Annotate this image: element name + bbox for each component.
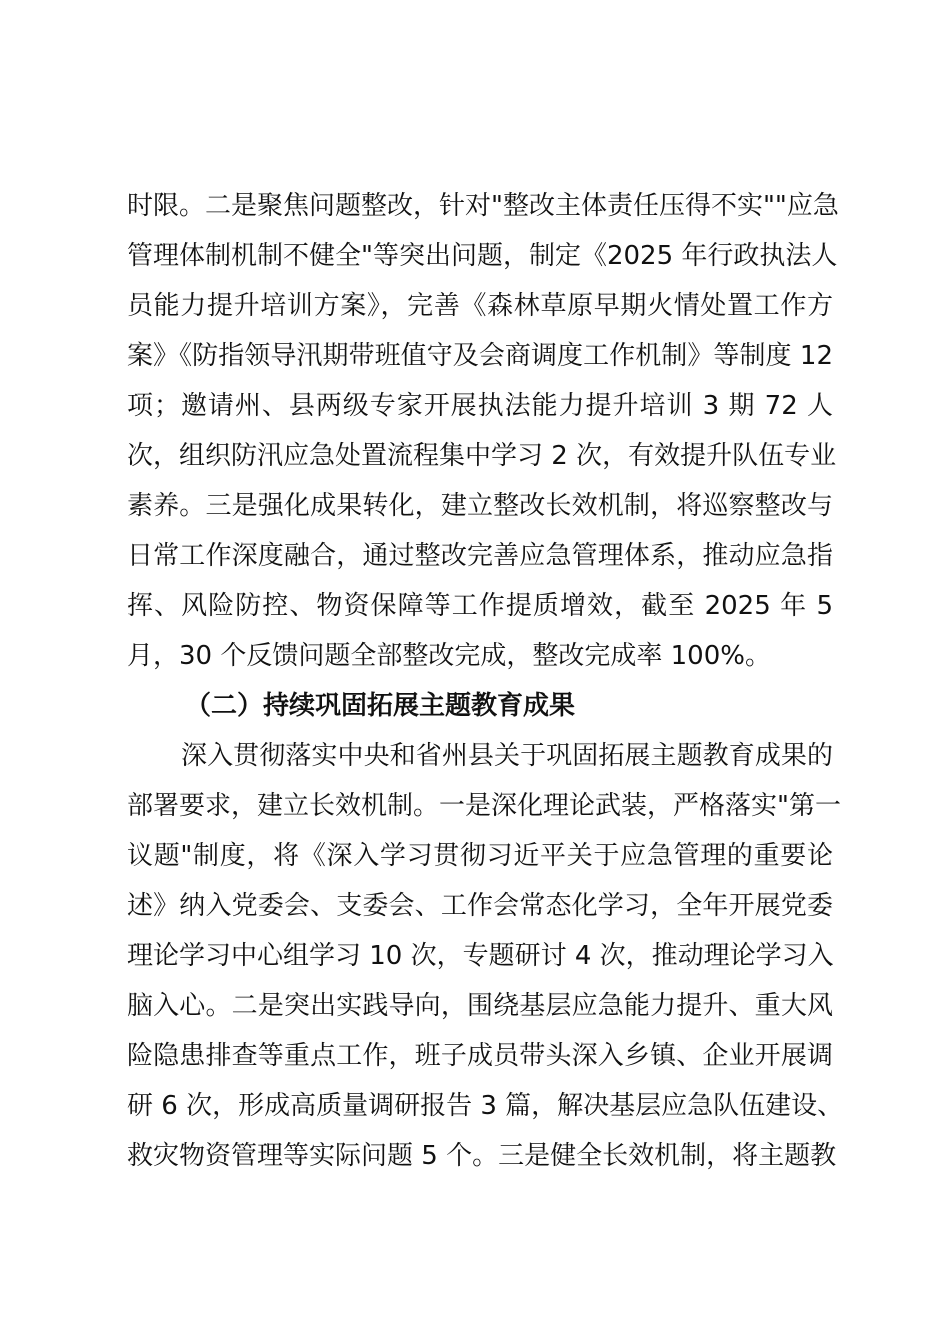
text-line: 理论学习中心组学习 10 次，专题研讨 4 次，推动理论学习入 — [127, 941, 834, 971]
section-heading: （二）持续巩固拓展主题教育成果 — [185, 691, 576, 721]
text-line: 案》《防指领导汛期带班值守及会商调度工作机制》等制度 12 — [127, 341, 833, 371]
text-line: 项；邀请州、县两级专家开展执法能力提升培训 3 期 72 人 — [127, 391, 833, 421]
text-line: 救灾物资管理等实际问题 5 个。三是健全长效机制，将主题教 — [127, 1141, 837, 1171]
text-line: 时限。二是聚焦问题整改，针对"整改主体责任压得不实""应急 — [127, 191, 839, 221]
text-line: 日常工作深度融合，通过整改完善应急管理体系，推动应急指 — [127, 541, 833, 571]
text-line: 险隐患排查等重点工作，班子成员带头深入乡镇、企业开展调 — [127, 1041, 833, 1071]
text-line: 员能力提升培训方案》，完善《森林草原早期火情处置工作方 — [127, 291, 833, 321]
text-line: 次，组织防汛应急处置流程集中学习 2 次，有效提升队伍专业 — [127, 441, 837, 471]
text-line: 月，30 个反馈问题全部整改完成，整改完成率 100%。 — [127, 641, 771, 671]
text-line: 管理体制机制不健全"等突出问题，制定《2025 年行政执法人 — [127, 241, 838, 271]
text-line: 述》纳入党委会、支委会、工作会常态化学习，全年开展党委 — [127, 891, 833, 921]
text-line: 素养。三是强化成果转化，建立整改长效机制，将巡察整改与 — [127, 491, 833, 521]
text-line: 深入贯彻落实中央和省州县关于巩固拓展主题教育成果的 — [181, 741, 833, 771]
text-line: 部署要求，建立长效机制。一是深化理论武装，严格落实"第一 — [127, 791, 841, 821]
text-line: 脑入心。二是突出实践导向，围绕基层应急能力提升、重大风 — [127, 991, 833, 1021]
text-line: 议题"制度，将《深入学习贯彻习近平关于应急管理的重要论 — [127, 841, 833, 871]
text-line: 挥、风险防控、物资保障等工作提质增效，截至 2025 年 5 — [127, 591, 833, 621]
text-line: 研 6 次，形成高质量调研报告 3 篇，解决基层应急队伍建设、 — [127, 1091, 844, 1121]
